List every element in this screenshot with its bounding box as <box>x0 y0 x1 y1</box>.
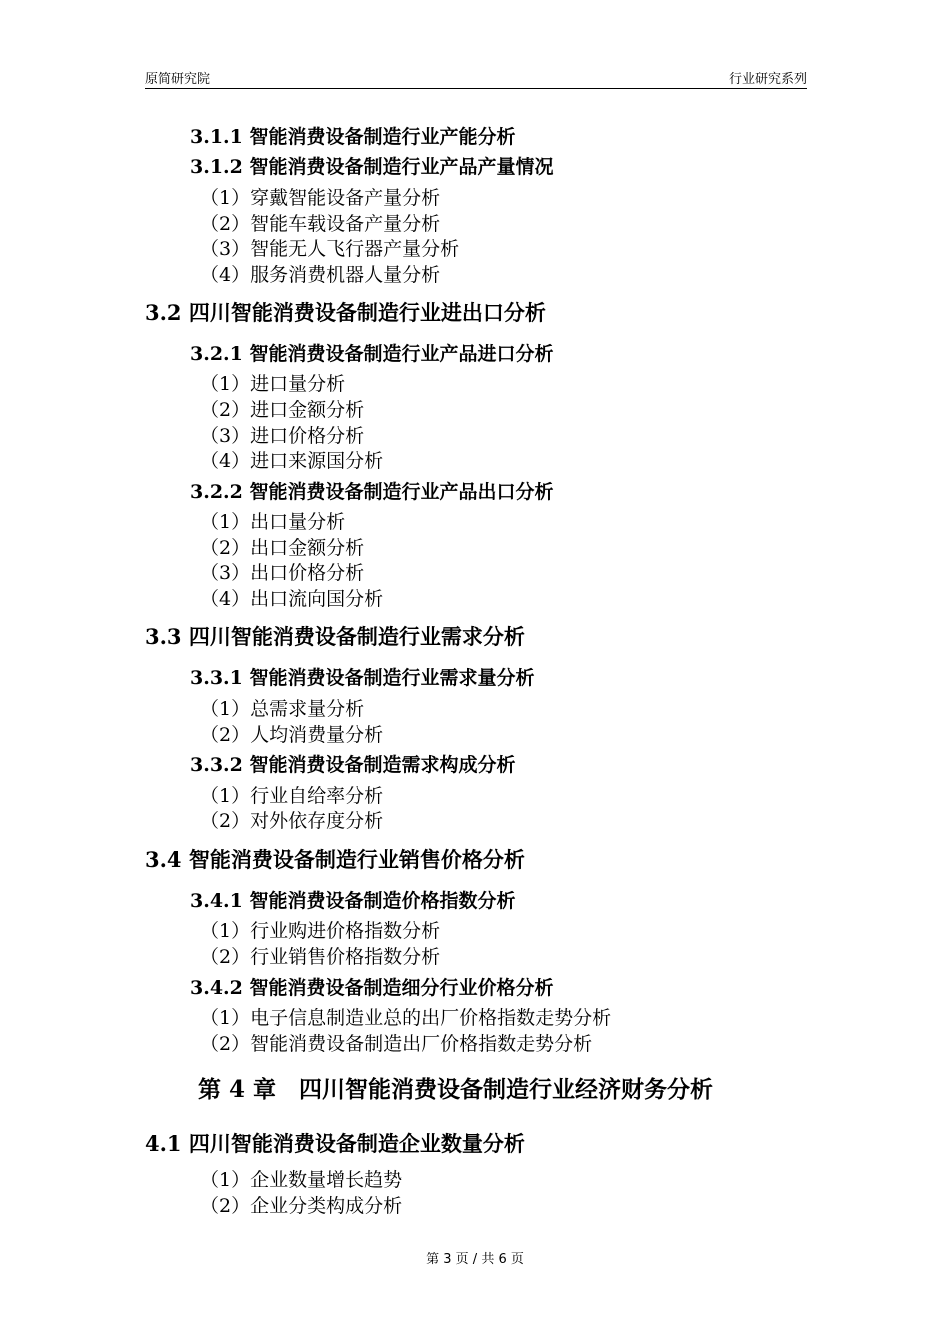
toc-section: 4.1 四川智能消费设备制造企业数量分析 <box>145 1131 525 1156</box>
toc-item: （2）智能车载设备产量分析 <box>200 213 441 235</box>
toc-item: （4）进口来源国分析 <box>200 450 384 472</box>
toc-item: （2）进口金额分析 <box>200 399 365 421</box>
toc-item: （2）出口金额分析 <box>200 537 365 559</box>
toc-item: （2）行业销售价格指数分析 <box>200 946 441 968</box>
toc-section: 3.4 智能消费设备制造行业销售价格分析 <box>145 847 525 872</box>
toc-item: （1）行业购进价格指数分析 <box>200 920 441 942</box>
toc-item: （2）对外依存度分析 <box>200 810 384 832</box>
toc-item: （2）人均消费量分析 <box>200 724 384 746</box>
toc-item: （4）服务消费机器人量分析 <box>200 264 441 286</box>
toc-item: （1）穿戴智能设备产量分析 <box>200 187 441 209</box>
toc-subsection: 3.1.2 智能消费设备制造行业产品产量情况 <box>190 156 554 178</box>
toc-subsection: 3.2.2 智能消费设备制造行业产品出口分析 <box>190 481 554 503</box>
toc-item: （3）智能无人飞行器产量分析 <box>200 238 460 260</box>
toc-item: （2）智能消费设备制造出厂价格指数走势分析 <box>200 1033 593 1055</box>
header-series-name: 行业研究系列 <box>728 72 807 87</box>
header-org-name: 原简研究院 <box>145 72 211 87</box>
toc-item: （1）进口量分析 <box>200 373 346 395</box>
toc-item: （1）总需求量分析 <box>200 698 365 720</box>
page-header <box>145 68 807 89</box>
toc-section: 3.3 四川智能消费设备制造行业需求分析 <box>145 624 525 649</box>
toc-subsection: 3.4.1 智能消费设备制造价格指数分析 <box>190 890 516 912</box>
toc-subsection: 3.4.2 智能消费设备制造细分行业价格分析 <box>190 977 554 999</box>
toc-item: （4）出口流向国分析 <box>200 588 384 610</box>
toc-item: （1）行业自给率分析 <box>200 785 384 807</box>
toc-item: （3）出口价格分析 <box>200 562 365 584</box>
toc-section: 3.2 四川智能消费设备制造行业进出口分析 <box>145 300 546 325</box>
toc-subsection: 3.1.1 智能消费设备制造行业产能分析 <box>190 126 516 148</box>
toc-item: （1）出口量分析 <box>200 511 346 533</box>
toc-item: （3）进口价格分析 <box>200 425 365 447</box>
toc-chapter-heading: 第 4 章 四川智能消费设备制造行业经济财务分析 <box>198 1076 714 1103</box>
toc-subsection: 3.3.2 智能消费设备制造需求构成分析 <box>190 754 516 776</box>
toc-item: （1）企业数量增长趋势 <box>200 1169 403 1191</box>
toc-subsection: 3.3.1 智能消费设备制造行业需求量分析 <box>190 667 535 689</box>
toc-subsection: 3.2.1 智能消费设备制造行业产品进口分析 <box>190 343 554 365</box>
toc-item: （2）企业分类构成分析 <box>200 1195 403 1217</box>
toc-item: （1）电子信息制造业总的出厂价格指数走势分析 <box>200 1007 612 1029</box>
page-number: 第 3 页 / 共 6 页 <box>426 1252 524 1267</box>
